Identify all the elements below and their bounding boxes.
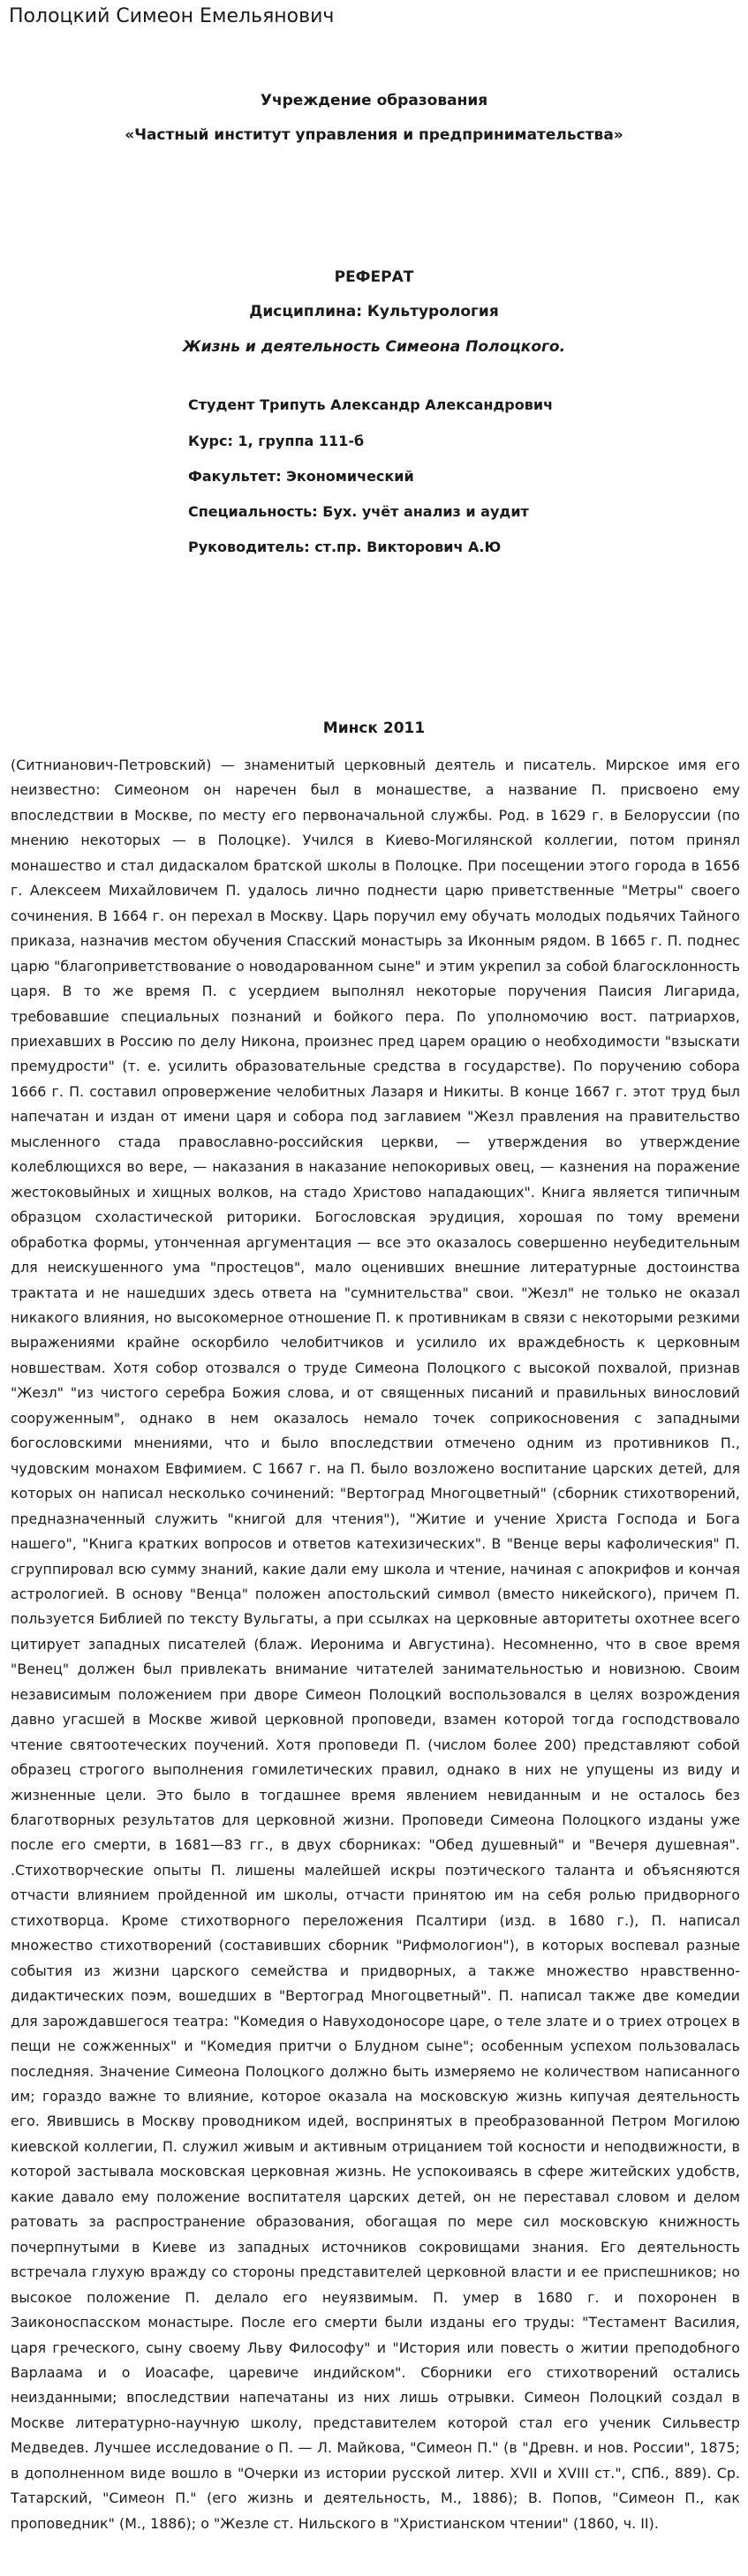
document-title: Полоцкий Симеон Емельянович (9, 5, 335, 27)
report-heading: РЕФЕРАТ (334, 268, 414, 286)
discipline: Дисциплина: Культурология (249, 303, 499, 320)
specialty-line: Специальность: Бух. учёт анализ и аудит (188, 503, 529, 520)
report-topic: Жизнь и деятельность Симеона Полоцкого. (182, 338, 566, 356)
supervisor-line: Руководитель: ст.пр. Викторович А.Ю (188, 539, 502, 555)
place-year: Минск 2011 (322, 719, 426, 737)
institution-line-2: «Частный институт управления и предпринимательства» (125, 126, 623, 144)
faculty-line: Факультет: Экономический (188, 468, 414, 485)
article-body: (Ситнианович-Петровский) — знаменитый церковный деятель и писатель. Мирское имя его неизвестно: Симеоном он наречен был в монашестве, а название П. присвоено ему впоследствии в Москве, по месту его первоначальной службы. Род. в 1629 г. в Белоруссии (по мнению некоторых — в Полоцке). Учился в Киево-Могилянской коллегии, потом принял монашество и стал дидаскалом братской школы в Полоцке. При посещении этого города в 1656 г. Алексеем Михайловичем П. удалось лично поднести царю приветственные "Метры" своего сочинения. В 1664 г. он перехал в Москву. Царь поручил ему обучать молодых подьячих Тайного приказа, назначив местом обучения Спасский монастырь за Иконным рядом. В 1665 г. П. поднес царю "благоприветствование о новодарованном сыне" и этим укрепил за собой благосклонность царя. В то же время П. с усердием выполнял некоторые поручения Паисия Лигарида, требовавшие специальных познаний и бойкого пера. По уполномочию вост. патриархов, приехавших в Россию по делу Никона, произнес пред царем орацию о необходимости "взыскати премудрости" (т. е. усилить образовательные средства в государстве). По поручению собора 1666 г. П. составил опровержение челобитных Лазаря и Никиты. В конце 1667 г. этот труд был напечатан и издан от имени царя и собора под заглавием "Жезл правления на правительство мысленного стада православно-российския церкви, — утверждения во утверждение колеблющихся во вере, — наказания в наказание непокоривых овец, — казнения на поражение жестоковыйных и хищных волков, на стадо Христово нападающих". Книга является типичным образцом схоластической риторики. Богословская эрудиция, хорошая по тому времени обработка формы, утонченная аргументация — все это оказалось совершенно неубедительным для неискушенного ума "простецов", мало оценивших внешние литературные достоинства трактата и не нашедших здесь ответа на "сумнительства" свои. "Жезл" не только не оказал никакого влияния, но высокомерное отношение П. к противникам в связи с некоторыми резкими выражениями крайне оскорбило челобитчиков и усилило их враждебность к церковным новшествам. Хотя собор отозвался о труде Симеона Полоцкого с высокой похвалой, признав "Жезл" "из чистого серебра Божия слова, и от священных писаний и правильных винословий сооруженным", однако в нем оказалось немало точек соприкосновения с западными богословскими мнениями, что и было впоследствии отмечено одним из противников П., чудовским монахом Евфимием. С 1667 г. на П. было возложено воспитание царских детей, для которых он написал несколько сочинений: "Вертоград Многоцветный" (сборник стихотворений, предназначенный служить "книгой для чтения"), "Житие и учение Христа Господа и Бога нашего", "Книга кратких вопросов и ответов катехизических". В "Венце веры кафолическия" П. сгруппировал всю сумму знаний, какие дали ему школа и чтение, начиная с апокрифов и кончая астрологией. В основу "Венца" положен апостольский символ (вместо никейского), причем П. пользуется Библией по тексту Вульгаты, а при ссылках на церковные авторитеты охотнее всего цитирует западных писателей (блаж. Иеронима и Августина). Несомненно, что в свое время "Венец" должен был привлекать внимание читателей занимательностью и новизною. Своим независимым положением при дворе Симеон Полоцкий воспользовался в целях возрождения давно угасшей в Москве живой церковной проповеди, взамен которой тогда господствовало чтение святоотеческих поучений. Хотя проповеди П. (числом более 200) представляют собой образец строгого выполнения гомилетических правил, однако в них не упущены из виду и жизненные цели. Это было в тогдашнее время явлением невиданным и не осталось без благотворных результатов для церковной жизни. Проповеди Симеона Полоцкого изданы уже после его смерти, в 1681—83 гг., в двух сборниках: "Обед душевный" и "Вечеря душевная". .Стихотворческие опыты П. лишены малейшей искры поэтического таланта и объясняются отчасти влиянием пройденной им школы, отчасти принятою им на себя ролью придворного стихотворца. Кроме стихотворного переложения Псалтири (изд. в 1680 г.), П. написал множество стихотворений (составивших сборник "Рифмологион"), в которых воспевал разные события из жизни царского семейства и придворных, а также множество нравственно-дидактических поэм, вошедших в "Вертоград Многоцветный". П. написал также две комедии для зарождавшегося театра: "Комедия о Навуходоносоре царе, о теле злате и о триех отроцех в пещи не сожженных" и "Комедия притчи о Блудном сыне"; особенным успехом пользовалась последняя. Значение Симеона Полоцкого должно быть измеряемо не количеством написанного им; гораздо важне то влияние, которое оказала на московскую жизнь кипучая деятельность его. Явившись в Москву проводником идей, воспринятых в преобразованной Петром Могилою киевской коллегии, П. служил живым и активным отрицанием той косности и неподвижности, в которой застывала московская церковная жизнь. Не успокоиваясь в сфере житейских удобств, какие давало ему положение воспитателя царских детей, он не переставал словом и делом ратовать за распространение образования, обогащая по мере сил московскую книжность почерпнутыми в Киеве из западных источников сокровищами знания. Его деятельность встречала глухую вражду со стороны представителей церковной власти и ее приспешников; но высокое положение П. делало его неуязвимым. П. умер в 1680 г. и похоронен в Заиконоспасском монастыре. После его смерти были изданы его труды: "Тестамент Василия, царя греческого, сыну своему Льву Философу" и "История или повесть о житии преподобного Варлаама и о Иоасафе, царевиче индийском". Сборники его стихотворений остались неизданными; впоследствии напечатаны из них лишь отрывки. Симеон Полоцкий создал в Москве литературно-научную школу, представителем которой стал его ученик Сильвестр Медведев. Лучшее исследование о П. — Л. Майкова, "Симеон П." (в "Древн. и нов. России", 1875; в дополненном виде вошло в "Очерки из истории русской литер. XVII и XVIII ст.", СПб., 889). Ср. Татарский, "Симеон П." (его жизнь и деятельность, М., 1886); В. Попов, "Симеон П., как проповедник" (М., 1886); о "Жезле ст. Нильского в "Христианском чтении" (1860, ч. II). (11, 757, 740, 2532)
course-line: Курс: 1, группа 111-б (188, 433, 365, 449)
student-line: Студент Трипуть Александр Александрович (188, 396, 554, 413)
institution-line-1: Учреждение образования (260, 92, 488, 109)
